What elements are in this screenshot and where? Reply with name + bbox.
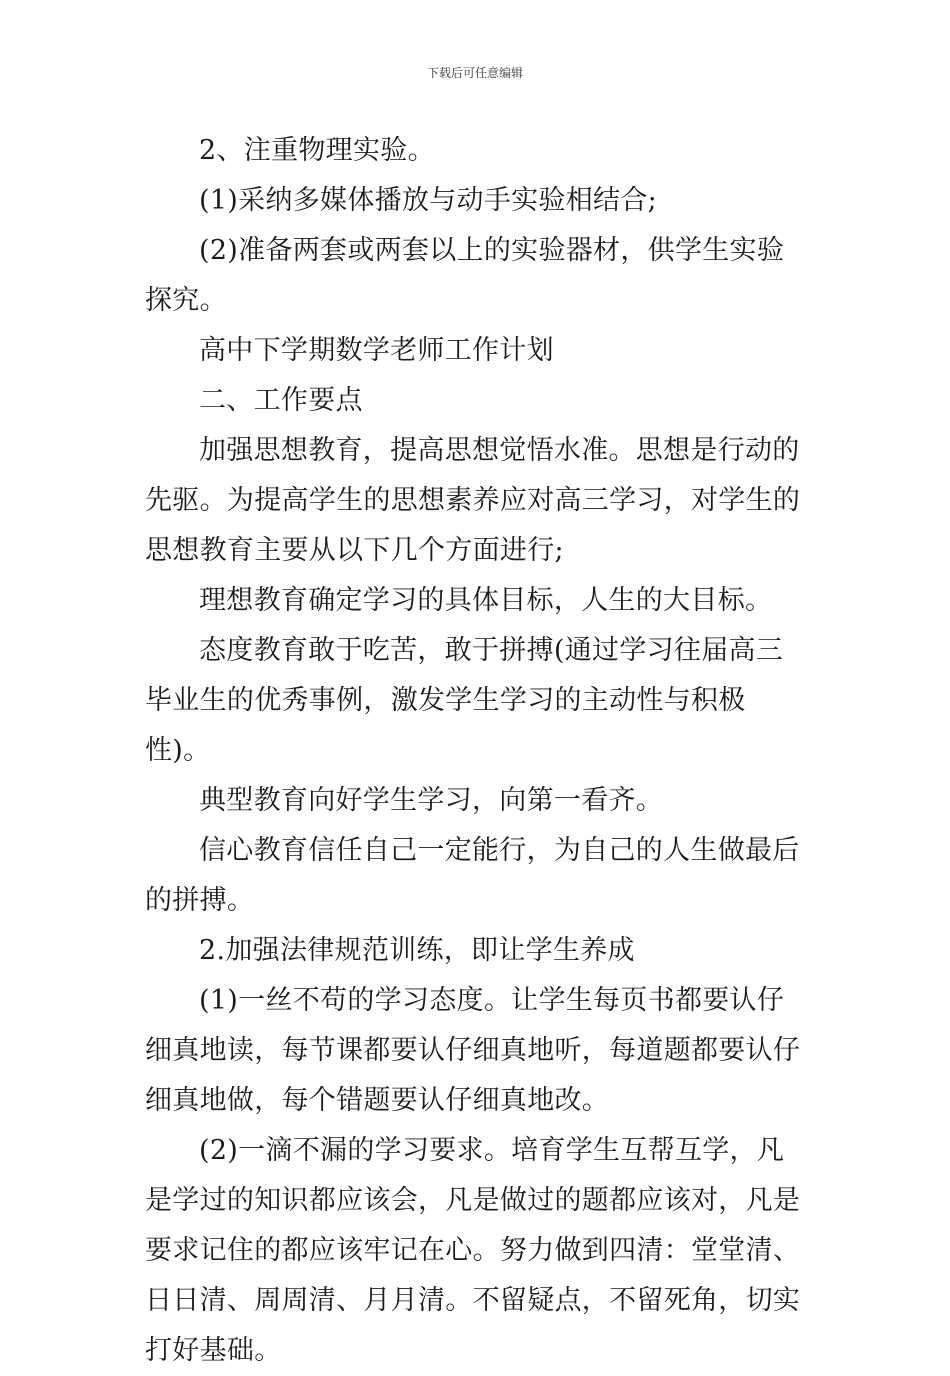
paragraph-equipment: (2)准备两套或两套以上的实验器材，供学生实验探究。 [145,235,785,316]
page-header-note: 下载后可任意编辑 [426,66,523,80]
paragraph-experiment-heading: 2、注重物理实验。 [199,135,435,166]
document-body [145,126,810,1376]
paragraph-study-attitude: (1)一丝不苟的学习态度。让学生每页书都要认仔细真地读，每节课都要认仔细真地听，每道题都要认仔细真地做，每个错题要认仔细真地改。 [145,985,801,1116]
paragraph-confidence-education: 信心教育信任自己一定能行，为自己的人生做最后的拼搏。 [145,835,800,916]
paragraph-multimedia: (1)采纳多媒体播放与动手实验相结合; [199,185,658,216]
paragraph-attitude-education: 态度教育敢于吃苦，敢于拼搏(通过学习往届高三毕业生的优秀事例，激发学生学习的主动性与积极性)。 [145,635,784,766]
paragraph-discipline-heading: 2.加强法律规范训练，即让学生养成 [199,935,635,966]
paragraph-plan-title: 高中下学期数学老师工作计划 [199,335,554,366]
paragraph-model-education: 典型教育向好学生学习，向第一看齐。 [199,785,664,816]
paragraph-study-requirement: (2)一滴不漏的学习要求。培育学生互帮互学，凡是学过的知识都应该会，凡是做过的题都应该对，凡是要求记住的都应该牢记在心。努力做到四清：堂堂清、日日清、周周清、月月清。不留疑点，不留死角，切实打好基础。 [145,1135,801,1366]
paragraph-thought-education: 加强思想教育，提高思想觉悟水准。思想是行动的先驱。为提高学生的思想素养应对高三学习，对学生的思想教育主要从以下几个方面进行; [145,435,801,566]
paragraph-section-heading: 二、工作要点 [199,385,363,416]
paragraph-ideal-education: 理想教育确定学习的具体目标，人生的大目标。 [199,585,773,616]
